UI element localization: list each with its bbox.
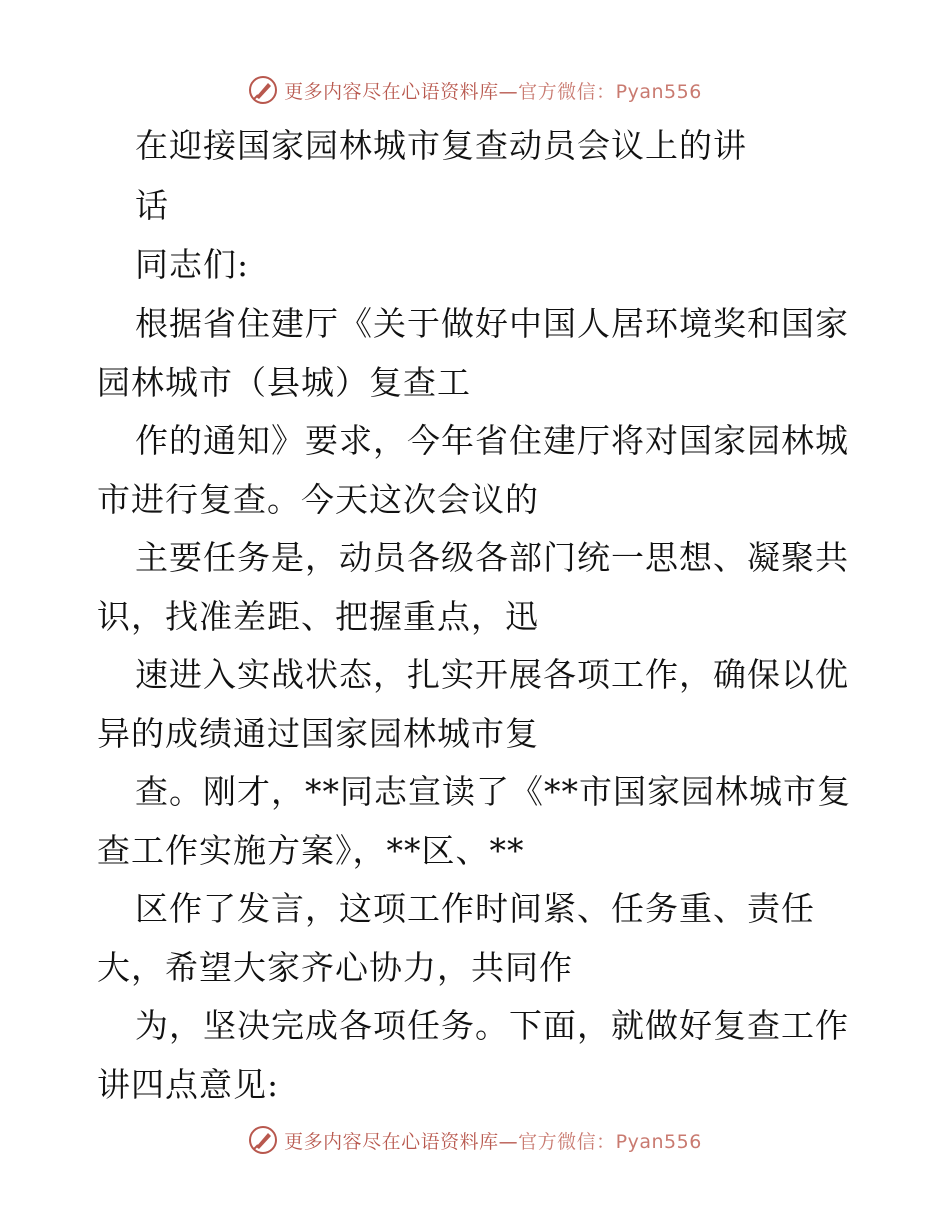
- paragraph-line: 为，坚决完成各项任务。下面，就做好复查工作: [135, 1006, 849, 1045]
- quill-pen-icon: [248, 1125, 278, 1155]
- paragraph-line: 速进入实战状态，扎实开展各项工作，确保以优: [135, 655, 849, 694]
- watermark-site-text: 更多内容尽在心语资料库: [284, 1130, 499, 1153]
- paragraph-line: 主要任务是，动员各级各部门统一思想、凝聚共: [135, 538, 849, 577]
- watermark-wechat-text: 官方微信：Pyan556: [518, 1130, 702, 1153]
- paragraph-line: 作的通知》要求，今年省住建厅将对国家园林城: [135, 421, 849, 460]
- paragraph-line: 异的成绩通过国家园林城市复: [97, 714, 539, 753]
- watermark-text: [284, 1127, 702, 1154]
- header-watermark: [0, 70, 950, 110]
- paragraph-line: 园林城市（县城）复查工: [97, 363, 471, 402]
- watermark-dash: —: [498, 80, 519, 103]
- paragraph-line: 讲四点意见:: [97, 1065, 280, 1104]
- paragraph-line: 大，希望大家齐心协力，共同作: [97, 948, 573, 987]
- paragraph-line: 查。刚才，**同志宣读了《**市国家园林城市复: [135, 772, 851, 811]
- paragraph-line: 区作了发言，这项工作时间紧、任务重、责任: [135, 889, 815, 928]
- watermark-text: [284, 77, 702, 104]
- watermark-site-text: 更多内容尽在心语资料库: [284, 80, 499, 103]
- watermark-wechat-text: 官方微信：Pyan556: [518, 80, 702, 103]
- paragraph-line: 查工作实施方案》，**区、**: [97, 831, 525, 870]
- salutation: 同志们:: [135, 245, 250, 284]
- title-line-1: 在迎接国家园林城市复查动员会议上的讲: [135, 126, 747, 165]
- title-line-2: 话: [135, 186, 169, 225]
- paragraph-line: 根据省住建厅《关于做好中国人居环境奖和国家: [135, 304, 849, 343]
- quill-pen-icon: [248, 75, 278, 105]
- watermark-dash: —: [498, 1130, 519, 1153]
- footer-watermark: [0, 1120, 950, 1160]
- paragraph-line: 识，找准差距、把握重点，迅: [97, 597, 539, 636]
- paragraph-line: 市进行复查。今天这次会议的: [97, 480, 539, 519]
